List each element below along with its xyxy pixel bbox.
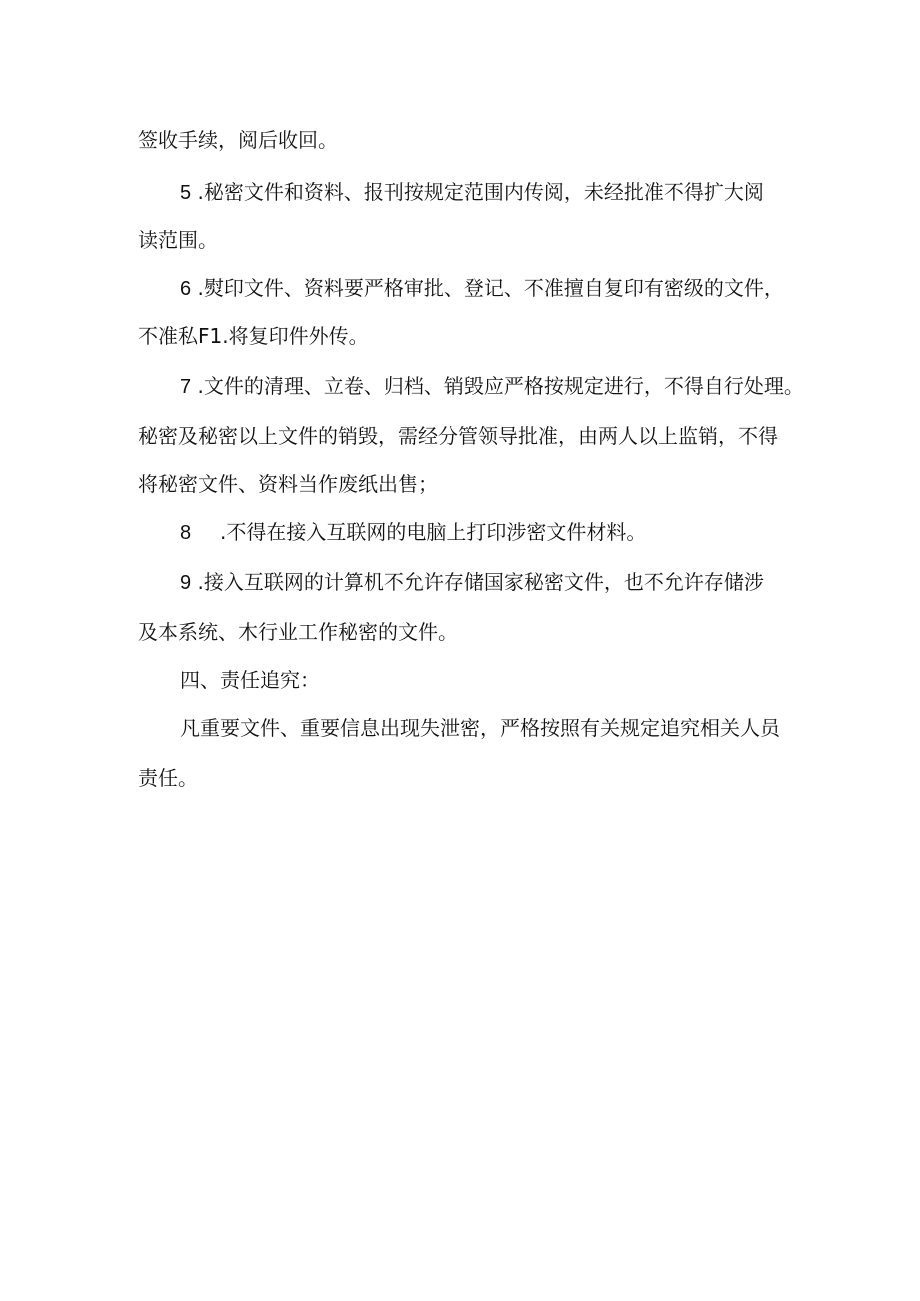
list-item-8: 8 .不得在接入互联网的电脑上打印涉密文件材料。 bbox=[180, 520, 647, 544]
text-line: 及本系统、木行业工作秘密的文件。 bbox=[138, 620, 458, 644]
text-line: 签收手续，阅后收回。 bbox=[138, 128, 338, 152]
text-line: 不准私F1.将复印件外传。 bbox=[138, 324, 369, 348]
text-line: 读范围。 bbox=[138, 228, 218, 252]
list-item-7: 7 .文件的清理、立卷、归档、销毁应严格按规定进行，不得自行处理。 bbox=[180, 374, 804, 398]
text-line: 秘密及秘密以上文件的销毁，需经分管领导批准，由两人以上监销，不得 bbox=[138, 424, 778, 448]
list-number: 6 bbox=[180, 278, 192, 300]
list-number: 8 bbox=[180, 522, 192, 544]
section-heading: 四、责任追究： bbox=[180, 668, 320, 692]
text-line: 责任。 bbox=[138, 766, 198, 790]
list-item-9: 9 .接入互联网的计算机不允许存储国家秘密文件，也不允许存储涉 bbox=[180, 570, 764, 594]
text-line: 将秘密文件、资料当作废纸出售； bbox=[138, 472, 438, 496]
paragraph-line: 凡重要文件、重要信息出现失泄密，严格按照有关规定追究相关人员 bbox=[180, 716, 780, 740]
list-item-6: 6 .熨印文件、资料要严格审批、登记、不准擅自复印有密级的文件， bbox=[180, 276, 784, 300]
list-item-5: 5 .秘密文件和资料、报刊按规定范围内传阅，未经批准不得扩大阅 bbox=[180, 180, 764, 204]
list-number: 7 bbox=[180, 376, 192, 398]
list-number: 9 bbox=[180, 572, 192, 594]
list-number: 5 bbox=[180, 182, 192, 204]
